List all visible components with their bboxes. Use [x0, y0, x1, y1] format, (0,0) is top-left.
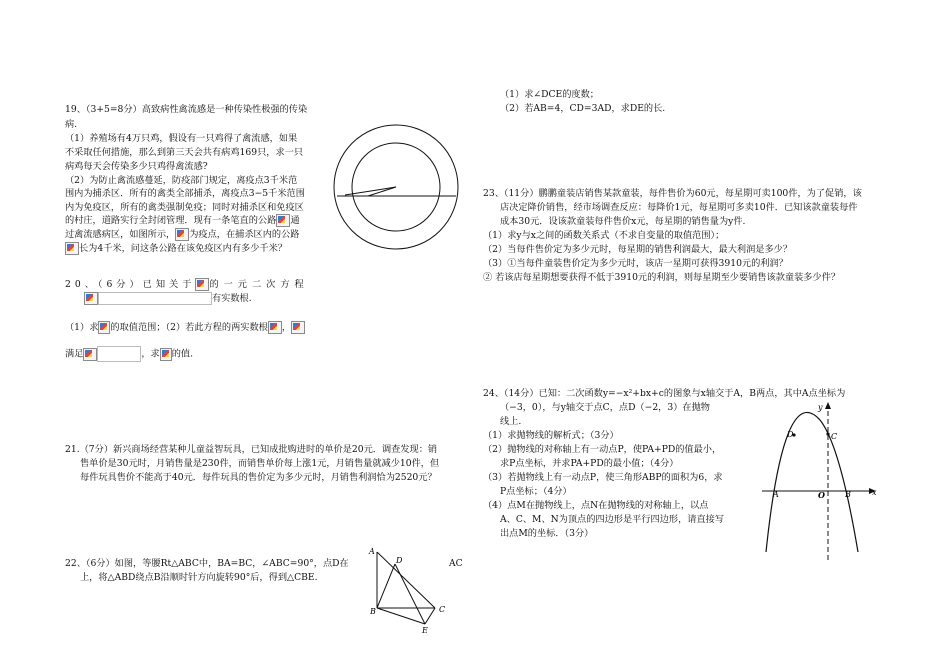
formula-image-icon	[195, 278, 209, 291]
q19-text: 通	[290, 215, 300, 226]
q20-text: 满足	[65, 348, 84, 360]
q24-line: （4）点M在抛物线上，点N在抛物线的对称轴上，以点	[483, 500, 709, 511]
q19-line: 不采取任何措施，那么到第三天会共有病鸡169只，求一只	[65, 147, 304, 158]
q24-line: （3）若抛物线上有一动点P，使三角形ABP的面积为6，求	[483, 472, 723, 483]
q21-line: 售单价是30元时，月销售量是230件，而销售单价每上涨1元，月销售量就减少10件，但	[80, 458, 440, 469]
formula-image-icon	[98, 321, 110, 334]
q19-text: 过禽流感病区，如图所示，	[65, 229, 176, 240]
q22-line: 上，将△ABD绕点B沿顺时针方向旋转90°后，得到△CBE.	[80, 572, 318, 583]
q20-text: （1）求	[65, 322, 99, 333]
q22-line: （2）若AB=4，CD=3AD，求DE的长.	[500, 103, 666, 114]
q20-text: 有实数根.	[212, 293, 252, 304]
q24-parabola-figure	[760, 400, 885, 560]
q20-text: 20、（6分）已知关于	[65, 279, 196, 290]
q23-line: 店决定降价销售，经市场调查反应：每降价1元，每星期可多卖10件．已知该款童装每件	[500, 202, 858, 213]
formula-image-icon	[291, 321, 305, 334]
q19-circle-figure	[330, 122, 462, 254]
q20-line	[65, 320, 305, 335]
q24-line: （−3，0），与y轴交于点C，点D（−2，3）在抛物	[500, 402, 710, 413]
q22-line: 22、（6分）如图，等腰Rt△ABC中，BA=BC，∠ABC=90°，点D在	[65, 558, 349, 569]
formula-image-icon	[175, 228, 189, 241]
formula-image-icon	[84, 292, 98, 305]
q19-line: （2）为防止禽流感蔓延，防疫部门规定，离疫点3千米范	[65, 175, 298, 186]
point-label-b: B	[370, 607, 376, 616]
q19-line: 围内为捕杀区．所有的禽类全部捕杀，离疫点3−5千米范围	[65, 188, 305, 199]
q19-line: 病.	[65, 119, 78, 130]
q19-line	[65, 213, 300, 228]
point-label-a: A	[773, 490, 779, 499]
q20-line	[84, 291, 252, 306]
q19-text: 长为4千米，问这条公路在该免疫区内有多少千米？	[79, 243, 287, 254]
q19-line: （1）养殖场有4万只鸡，假设有一只鸡得了禽流感，如果	[65, 133, 298, 144]
q22-line: AC	[449, 558, 463, 569]
point-label-a: A	[369, 547, 375, 556]
formula-image-icon	[276, 214, 290, 227]
point-label-e: E	[422, 626, 428, 635]
q21-line: 每件玩具售价不能高于40元．每件玩具的售价定为多少元时，月销售利润恰为2520元？	[80, 472, 437, 483]
q23-line: ② 若该店每星期想要获得不低于3910元的利润，则每星期至少要销售该款童装多少件？	[483, 272, 841, 283]
formula-image-icon	[268, 321, 282, 334]
q24-line: 线上.	[500, 416, 522, 427]
axis-label-x: x	[872, 488, 877, 497]
q24-line: P点坐标；（4分）	[500, 486, 572, 497]
q23-line: （1）求y与x之间的函数关系式（不求自变量的取值范围）；	[483, 230, 725, 241]
q24-line: （1）求抛物线的解析式；（3分）	[483, 430, 619, 441]
q20-text: ，	[281, 322, 292, 333]
q20-line	[65, 277, 309, 292]
q20-text: 的取值范围；（2）若此方程的两实数根	[110, 322, 268, 333]
q19-line: 内为免疫区，所有的禽类强制免疫；同时对捕杀区和免疫区	[65, 202, 304, 213]
q24-line: 24、（14分）已知：二次函数y=−x²+bx+c的图象与x轴交于A，B两点，其中A点坐标为	[483, 388, 846, 399]
axis-label-y: y	[818, 403, 823, 412]
q24-line: A、C、M、N为顶点的四边形是平行四边形，请直接写	[500, 514, 725, 525]
formula-image-icon	[83, 348, 97, 361]
q19-text: 的村庄，道路实行全封闭管理．现有一条笔直的公路	[65, 215, 277, 226]
q19-line: 病鸡每天会传染多少只鸡得禽流感?	[65, 161, 208, 172]
point-label-b: B	[845, 490, 851, 499]
q20-text: 的值.	[171, 348, 194, 360]
q23-line: 23、（11分）鹏鹏童装店销售某款童装，每件售价为60元，每星期可卖100件，为了促销，该	[483, 188, 862, 199]
point-label-d: D	[396, 556, 403, 565]
q19-text: 为疫点，在捕杀区内的公路	[189, 229, 300, 240]
q19-line	[65, 241, 287, 256]
point-label-c: C	[831, 432, 838, 441]
point-label-d: D	[787, 430, 794, 439]
point-label-c: C	[439, 605, 446, 614]
formula-image-icon	[65, 242, 79, 255]
q24-line: 出点M的坐标．（3分）	[500, 528, 594, 539]
q24-line: （2）抛物线的对称轴上有一动点P，使PA+PD的值最小，	[483, 444, 722, 455]
q20-line	[65, 346, 193, 362]
q20-text: ，求	[141, 348, 160, 360]
q20-text: 的一元二次方程	[209, 279, 309, 290]
q19-line	[65, 227, 300, 242]
q22-triangle-figure	[365, 548, 465, 638]
origin-label: O	[818, 490, 825, 500]
q23-line: 成本30元．设该款童装每件售价x元，每星期的销售量为y件.	[500, 216, 746, 227]
q21-line: 21.（7分）新兴商场经营某种儿童益智玩具，已知成批购进时的单价是20元．调查发现：销	[65, 444, 438, 455]
q23-line: （3）①当每件童装售价定为多少元时，该店一星期可获得3910元的利润？	[483, 258, 788, 269]
q19-line: 19、（3+5=8分）高致病性禽流感是一种传染性极强的传染	[65, 104, 308, 115]
q22-line: （1）求∠DCE的度数；	[500, 89, 599, 100]
equation-image-box	[97, 346, 141, 362]
equation-image-box	[98, 292, 212, 305]
formula-image-icon	[160, 348, 172, 361]
q24-line: 求P点坐标，并求PA+PD的最小值；（4分）	[500, 458, 679, 469]
q23-line: （2）当每件售价定为多少元时，每星期的销售利润最大，最大利润是多少？	[483, 244, 793, 255]
